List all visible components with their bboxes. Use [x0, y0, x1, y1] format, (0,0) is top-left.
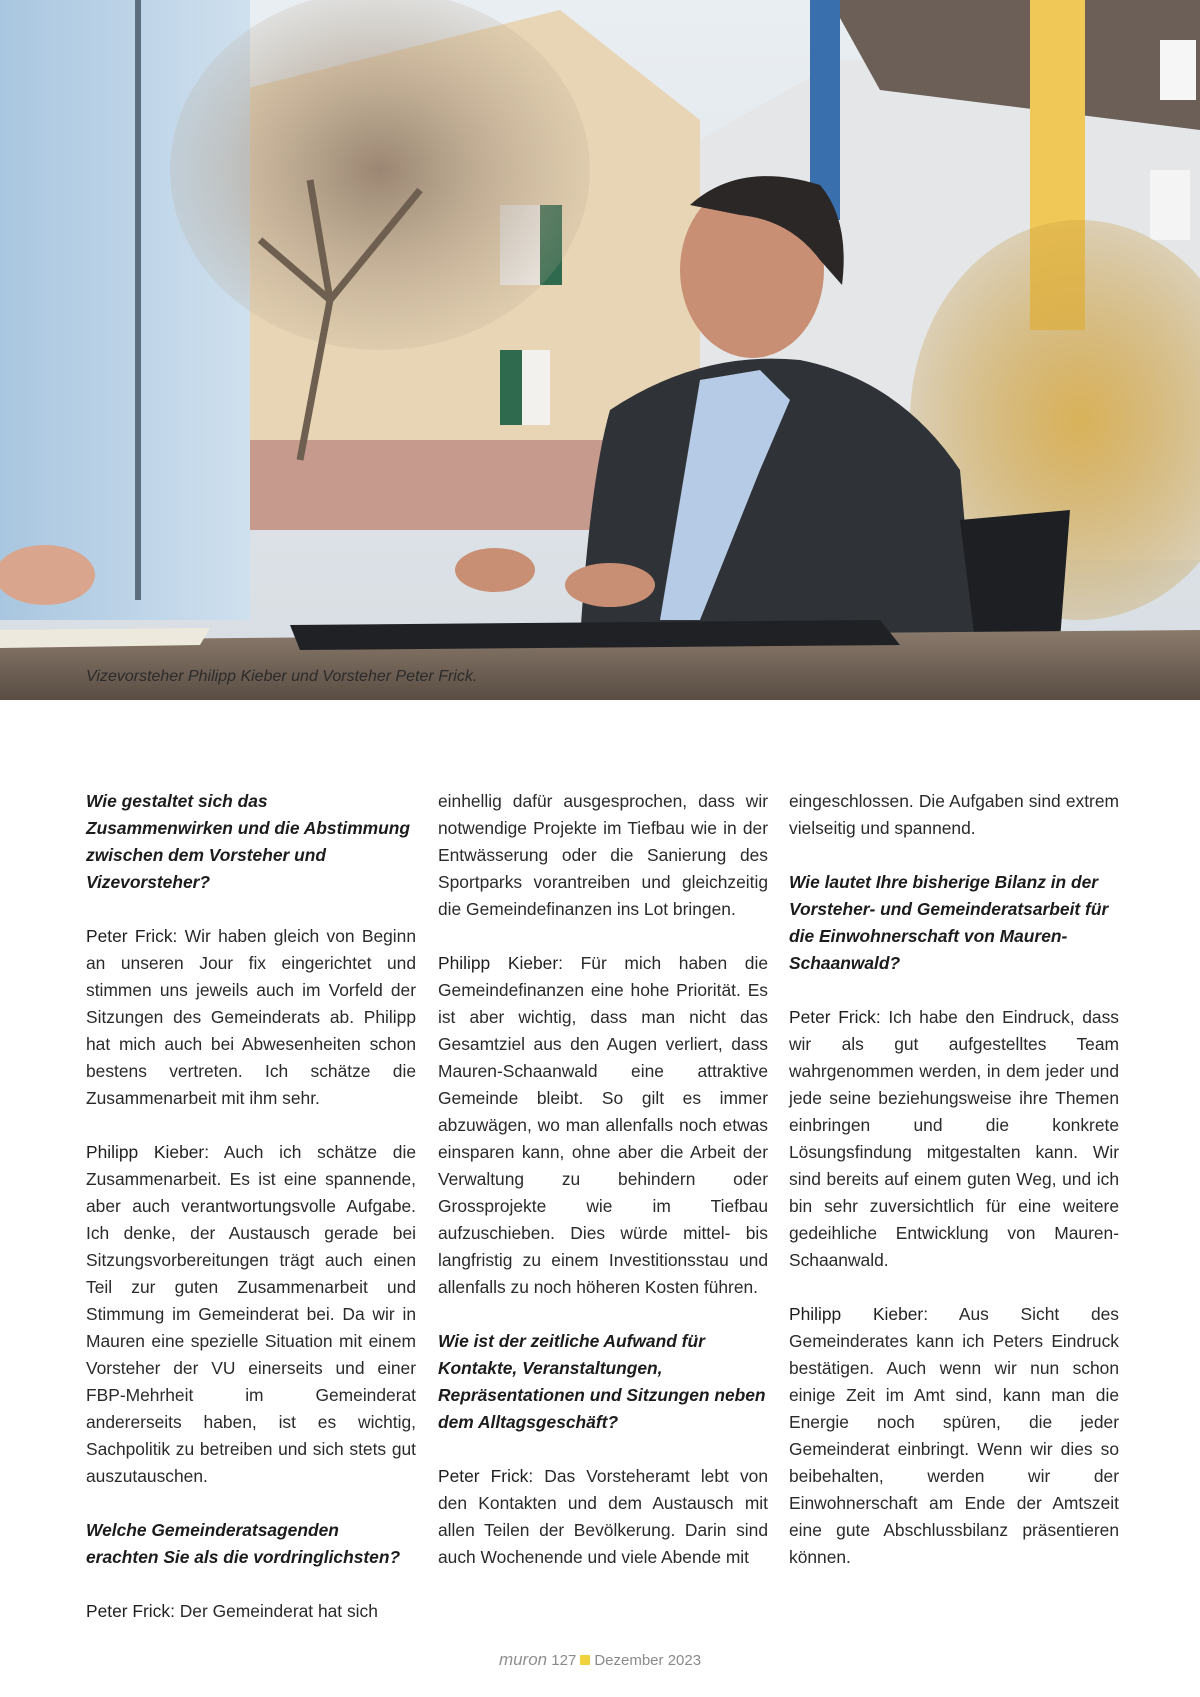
answer: [789, 1301, 1119, 1571]
answer: [86, 1139, 416, 1490]
photo-caption: Vizevorsteher Philipp Kieber und Vorsteher Peter Frick.: [86, 668, 478, 685]
answer-continued: eingeschlossen. Die Aufgaben sind extrem vielseitig und spannend.: [789, 791, 1119, 838]
question: Wie ist der zeitliche Aufwand für Kontakte, Veranstaltungen, Repräsentationen und Sitzungen neben dem Alltagsgeschäft?: [438, 1331, 766, 1432]
speaker-name: Philipp Kieber:: [438, 953, 563, 973]
answer: [438, 1463, 768, 1571]
page-footer: [0, 1650, 1200, 1670]
column-1: [86, 788, 416, 1652]
speaker-name: Peter Frick:: [438, 1466, 534, 1486]
question: Wie lautet Ihre bisherige Bilanz in der Vorsteher- und Gemeinderatsarbeit für die Einwohnerschaft von Mauren-Schaanwald?: [789, 872, 1109, 973]
article-columns: [86, 788, 1120, 1621]
answer-text: Ich habe den Eindruck, dass wir als gut aufgestelltes Team wahrgenommen werden, in dem jeder und jede seine beziehungsweise ihre Themen einbringen und die konkrete Lösungsfindung mitgestalten kann. Wir sind bereits auf einem guten Weg, und ich bin sehr zuversichtlich für eine weitere gedeihliche Entwicklung von Mauren-Schaanwald.: [789, 1007, 1119, 1270]
issue-number: 127: [551, 1652, 577, 1669]
question: Welche Gemeinderatsagenden erachten Sie als die vordringlichsten?: [86, 1520, 401, 1567]
answer-text: Für mich haben die Gemeindefinanzen eine hohe Priorität. Es ist aber wichtig, dass man nicht das Gesamtziel aus den Augen verliert, dass Mauren-Schaanwald eine attraktive Gemeinde bleibt. So gilt es immer abzuwägen, wo man allenfalls noch etwas einsparen kann, ohne aber die Arbeit der Verwaltung zu behindern oder Grossprojekte wie im Tiefbau aufzuschieben. Dies würde mittel- bis langfristig zu einem Investitionsstau und allenfalls zu noch höheren Kosten führen.: [438, 953, 769, 1297]
magazine-brand: muron: [498, 1650, 548, 1669]
column-2: [438, 788, 768, 1598]
speaker-name: Philipp Kieber:: [789, 1304, 929, 1324]
answer: [86, 1598, 416, 1625]
answer: [789, 1004, 1119, 1274]
answer-continued: einhellig dafür ausgesprochen, dass wir notwendige Projekte im Tiefbau wie in der Entwässerung oder die Sanierung des Sportparks vorantreiben und gleichzeitig die Gemeindefinanzen ins Lot bringen.: [438, 791, 768, 919]
speaker-name: Philipp Kieber:: [86, 1142, 210, 1162]
accent-square: [580, 1655, 590, 1665]
issue-date: Dezember 2023: [594, 1652, 702, 1669]
column-3: [789, 788, 1119, 1598]
answer-text: Auch ich schätze die Zusammenarbeit. Es ist eine spannende, aber auch verantwortungsvolle Aufgabe. Ich denke, der Austausch gerade bei Sitzungsvorbereitungen trägt auch einen Teil zur guten Zusammenarbeit und Stimmung im Gemeinderat bei. Da wir in Mauren eine spezielle Situation mit einem Vorsteher der VU einerseits und einer FBP-Mehrheit im Gemeinderat andererseits haben, ist es wichtig, Sachpolitik zu betreiben und sich stets gut auszutauschen.: [86, 1142, 416, 1486]
answer-text: Wir haben gleich von Beginn an unseren Jour fix eingerichtet und stimmen uns jeweils auch im Vorfeld der Sitzungen des Gemeinderats ab. Philipp hat mich auch bei Abwesenheiten schon bestens vertreten. Ich schätze die Zusammenarbeit mit ihm sehr.: [86, 926, 417, 1108]
interview-photo: [0, 0, 1200, 700]
speaker-name: Peter Frick:: [86, 926, 178, 946]
answer-text: Das Vorsteheramt lebt von den Kontakten und dem Austausch mit allen Teilen der Bevölkerung. Darin sind auch Wochenende und viele Abende mit: [438, 1466, 768, 1567]
speaker-name: Peter Frick:: [86, 1601, 175, 1621]
answer: [86, 923, 416, 1112]
answer-text: Der Gemeinderat hat sich: [174, 1601, 378, 1621]
speaker-name: Peter Frick:: [789, 1007, 881, 1027]
answer-text: Aus Sicht des Gemeinderates kann ich Peters Eindruck bestätigen. Auch wenn wir nun schon einige Zeit im Amt sind, kann man die Energie noch spüren, die jeder Gemeinderat einbringt. Wenn wir dies so beibehalten, werden wir der Einwohnerschaft am Ende der Amtszeit eine gute Abschlussbilanz präsentieren können.: [789, 1304, 1120, 1567]
answer: [438, 950, 768, 1301]
question: Wie gestaltet sich das Zusammenwirken und die Abstimmung zwischen dem Vorsteher und Vizevorsteher?: [86, 791, 411, 892]
header-photo: [0, 0, 1200, 700]
